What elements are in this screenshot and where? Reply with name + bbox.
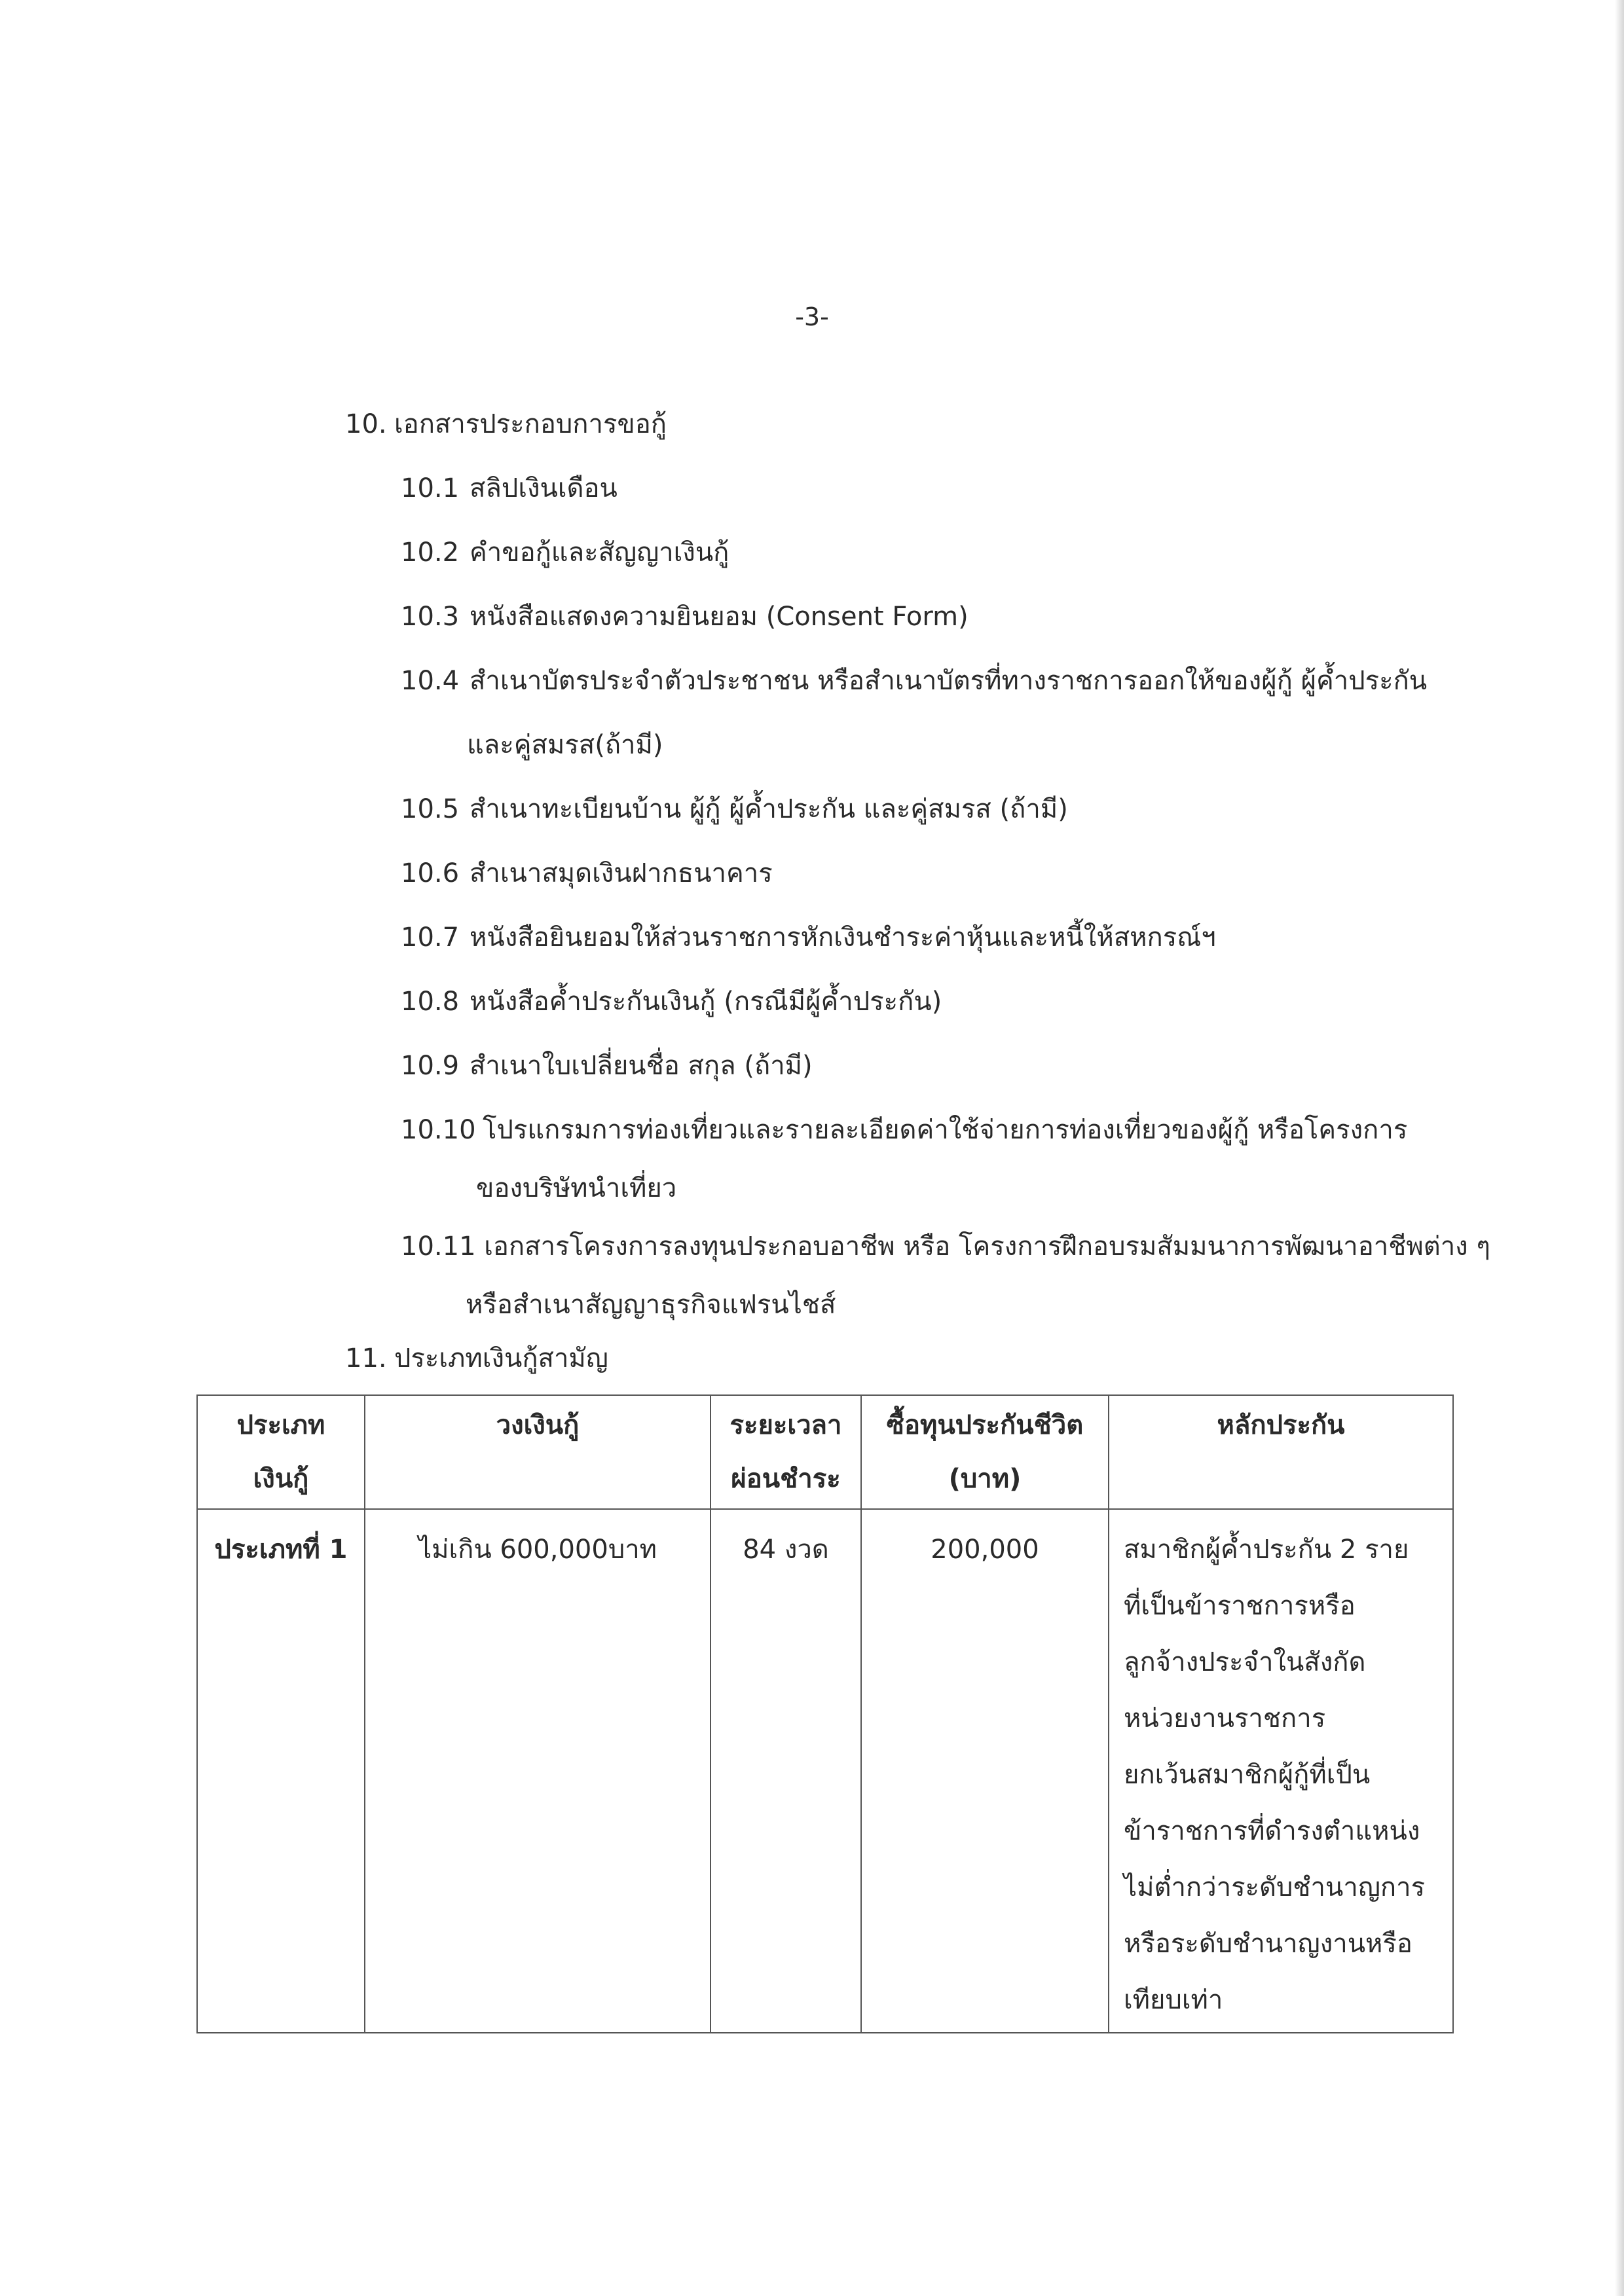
list-item-number: 10.9 [401, 1051, 460, 1081]
cell-collateral [1109, 1509, 1453, 2033]
collateral-line: ข้าราชการที่ดำรงตำแหน่ง [1124, 1816, 1420, 1846]
header-collateral: หลักประกัน [1109, 1395, 1453, 1509]
section-10-heading [345, 411, 667, 437]
list-item-10-4-continuation: และคู่สมรส(ถ้ามี) [467, 730, 663, 760]
list-item-text: สำเนาใบเปลี่ยนชื่อ สกุล (ถ้ามี) [470, 1051, 813, 1081]
header-loan-amount: วงเงินกู้ [365, 1395, 710, 1509]
list-item-number: 10.5 [401, 794, 460, 824]
list-item-text: หนังสือค้ำประกันเงินกู้ (กรณีมีผู้ค้ำประกัน) [470, 987, 942, 1017]
loan-type-table [196, 1394, 1454, 2033]
section-11-heading [345, 1345, 608, 1372]
list-item-text: สลิปเงินเดือน [470, 473, 618, 503]
cell-repayment-term: 84 งวด [710, 1509, 861, 2033]
list-item-10-1 [401, 475, 618, 501]
list-item-10-7 [401, 924, 1216, 951]
list-item-number: 10.7 [401, 922, 460, 953]
list-item-number: 10.4 [401, 666, 460, 696]
collateral-line: ลูกจ้างประจำในสังกัด [1124, 1647, 1366, 1677]
list-item-number: 10.3 [401, 602, 460, 632]
collateral-line: สมาชิกผู้ค้ำประกัน 2 ราย [1124, 1535, 1409, 1565]
list-item-10-11 [401, 1233, 1490, 1260]
list-item-number: 10.10 [401, 1115, 476, 1145]
collateral-line: ยกเว้นสมาชิกผู้กู้ที่เป็น [1124, 1760, 1371, 1790]
section-11-title: ประเภทเงินกู้สามัญ [394, 1343, 608, 1374]
list-item-10-10-continuation: ของบริษัทนำเที่ยว [476, 1173, 677, 1203]
list-item-text: เอกสารโครงการลงทุนประกอบอาชีพ หรือ โครงการฝึกอบรมสัมมนาการพัฒนาอาชีพต่าง ๆ [484, 1231, 1490, 1262]
list-item-text: สำเนาบัตรประจำตัวประชาชน หรือสำเนาบัตรที่ทางราชการออกให้ของผู้กู้ ผู้ค้ำประกัน [470, 666, 1428, 696]
list-item-number: 10.1 [401, 473, 460, 503]
cell-life-insurance: 200,000 [861, 1509, 1109, 2033]
list-item-10-11-continuation: หรือสำเนาสัญญาธุรกิจแฟรนไชส์ [466, 1290, 836, 1320]
table-row [197, 1509, 1453, 2033]
table-header-row [197, 1395, 1453, 1509]
collateral-line: หน่วยงานราชการ [1124, 1704, 1326, 1734]
collateral-line: ไม่ต่ำกว่าระดับชำนาญการ [1124, 1872, 1426, 1903]
list-item-10-4 [401, 668, 1427, 694]
section-10-number: 10. [345, 409, 387, 439]
header-loan-type: ประเภท เงินกู้ [197, 1395, 365, 1509]
list-item-text: คำขอกู้และสัญญาเงินกู้ [470, 538, 729, 568]
collateral-line: หรือระดับชำนาญงานหรือ [1124, 1929, 1412, 1959]
section-10-title: เอกสารประกอบการขอกู้ [394, 409, 667, 439]
list-item-text: สำเนาทะเบียนบ้าน ผู้กู้ ผู้ค้ำประกัน และคู่สมรส (ถ้ามี) [470, 794, 1068, 824]
scan-edge-shadow [1615, 0, 1624, 2296]
list-item-text: สำเนาสมุดเงินฝากธนาคาร [470, 858, 773, 888]
list-item-number: 10.11 [401, 1231, 476, 1262]
header-repayment-term: ระยะเวลา ผ่อนชำระ [710, 1395, 861, 1509]
list-item-number: 10.2 [401, 538, 460, 568]
list-item-10-10 [401, 1117, 1407, 1143]
cell-loan-amount: ไม่เกิน 600,000บาท [365, 1509, 710, 2033]
cell-loan-type: ประเภทที่ 1 [197, 1509, 365, 2033]
list-item-text: หนังสือยินยอมให้ส่วนราชการหักเงินชำระค่าหุ้นและหนี้ให้สหกรณ์ฯ [470, 922, 1216, 953]
list-item-10-6 [401, 860, 773, 886]
list-item-10-9 [401, 1053, 813, 1079]
collateral-line: เทียบเท่า [1124, 1985, 1223, 2015]
collateral-line: ที่เป็นข้าราชการหรือ [1124, 1591, 1356, 1621]
list-item-10-3 [401, 604, 969, 630]
page-number: -3- [795, 302, 829, 331]
list-item-10-8 [401, 989, 942, 1015]
list-item-10-5 [401, 796, 1068, 822]
list-item-text: หนังสือแสดงความยินยอม (Consent Form) [470, 602, 969, 632]
section-11-number: 11. [345, 1343, 387, 1374]
header-life-insurance: ซื้อทุนประกันชีวิต (บาท) [861, 1395, 1109, 1509]
list-item-number: 10.8 [401, 987, 460, 1017]
list-item-number: 10.6 [401, 858, 460, 888]
list-item-text: โปรแกรมการท่องเที่ยวและรายละเอียดค่าใช้จ่ายการท่องเที่ยวของผู้กู้ หรือโครงการ [483, 1115, 1408, 1145]
list-item-10-2 [401, 539, 729, 566]
